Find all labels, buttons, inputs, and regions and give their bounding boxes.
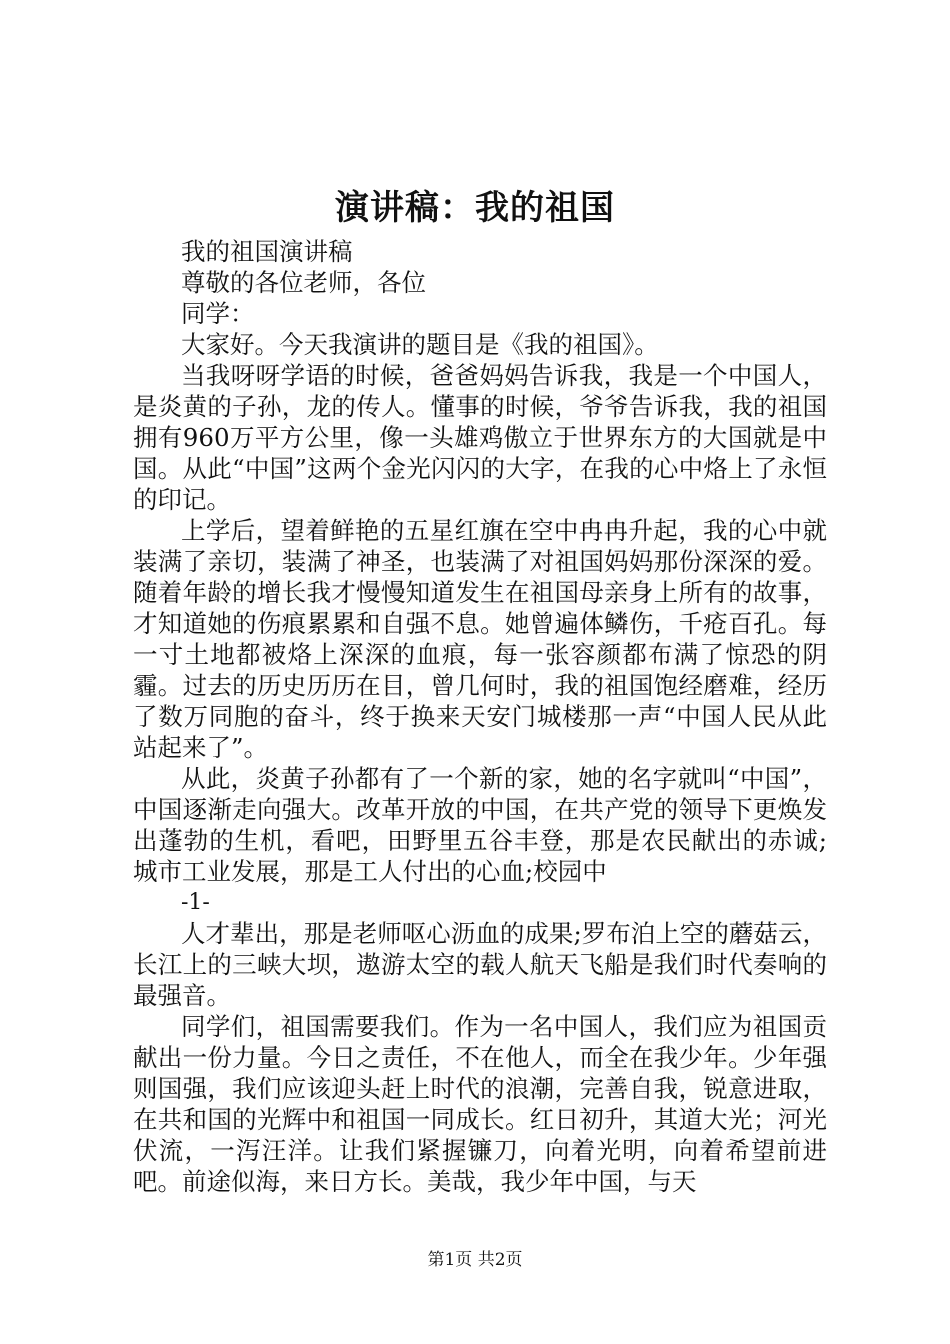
greeting-line-2: 同学：: [181, 299, 255, 328]
document-title: 演讲稿：我的祖国: [335, 188, 615, 228]
greeting-line-1: 尊敬的各位老师，各位: [181, 268, 426, 297]
paragraph-2: 上学后，望着鲜艳的五星红旗在空中冉冉升起，我的心中就装满了亲切，装满了神圣，也装满了对祖国妈妈那份深深的爱。随着年龄的增长我才慢慢知道发生在祖国母亲身上所有的故事，才知道她的伤痕累累和自强不息。她曾遍体鳞伤，千疮百孔。每一寸土地都被烙上深深的血痕，每一张容颜都布满了惊恐的阴霾。过去的历史历历在目，曾几何时，我的祖国饱经磨难，经历了数万同胞的奋斗，终于换来天安门城楼那一声“中国人民从此站起来了”。: [133, 516, 827, 762]
page-marker: -1-: [181, 890, 210, 915]
paragraph-1: 当我呀呀学语的时候，爸爸妈妈告诉我，我是一个中国人，是炎黄的子孙，龙的传人。懂事的时候，爷爷告诉我，我的祖国拥有960万平方公里，像一头雄鸡傲立于世界东方的大国就是中国。从此“中国”这两个金光闪闪的大字，在我的心中烙上了永恒的印记。: [133, 361, 827, 514]
paragraph-4: 人才辈出，那是老师呕心沥血的成果;罗布泊上空的蘑菇云，长江上的三峡大坝，遨游太空的载人航天飞船是我们时代奏响的最强音。: [133, 919, 827, 1010]
page-footer: 第1页 共2页: [427, 1250, 523, 1270]
speech-heading-line: 我的祖国演讲稿: [181, 237, 353, 266]
paragraph-5: 同学们，祖国需要我们。作为一名中国人，我们应为祖国贡献出一份力量。今日之责任，不在他人，而全在我少年。少年强则国强，我们应该迎头赶上时代的浪潮，完善自我，锐意进取，在共和国的光辉中和祖国一同成长。红日初升，其道大光；河光伏流，一泻汪洋。让我们紧握镰刀，向着光明，向着希望前进吧。前途似海，来日方长。美哉，我少年中国，与天: [133, 1012, 827, 1196]
document-body: [133, 236, 827, 1197]
intro-line: 大家好。今天我演讲的题目是《我的祖国》。: [181, 330, 659, 359]
paragraph-3: 从此，炎黄子孙都有了一个新的家，她的名字就叫“中国”，中国逐渐走向强大。改革开放的中国，在共产党的领导下更焕发出蓬勃的生机，看吧，田野里五谷丰登，那是农民献出的赤诚;城市工业发展，那是工人付出的心血;校园中: [133, 764, 827, 886]
